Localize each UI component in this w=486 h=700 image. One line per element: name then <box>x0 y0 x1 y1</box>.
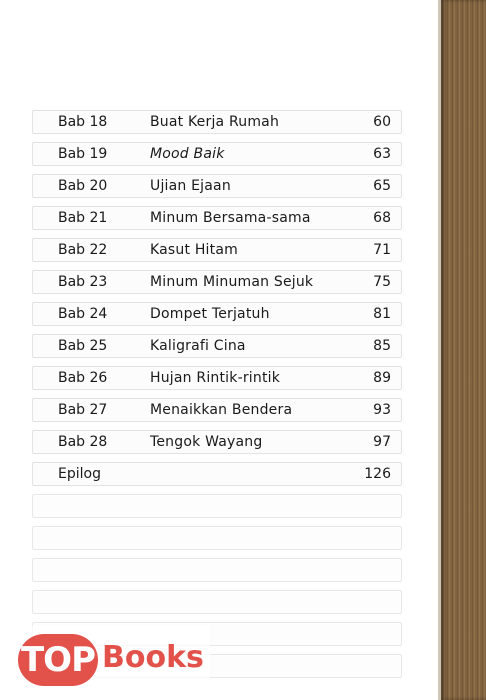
toc-row <box>32 110 402 134</box>
toc-page-number: 75 <box>373 274 391 290</box>
toc-chapter: Bab 25 <box>58 338 108 354</box>
toc-page-number: 126 <box>364 466 391 482</box>
toc-chapter: Bab 26 <box>58 370 108 386</box>
toc-chapter: Bab 24 <box>58 306 108 322</box>
toc-chapter: Bab 22 <box>58 242 108 258</box>
toc-title: Tengok Wayang <box>150 434 263 450</box>
logo-books-text: Books <box>102 640 204 675</box>
toc-page-number: 93 <box>373 402 391 418</box>
toc-chapter: Bab 21 <box>58 210 108 226</box>
toc-row <box>32 270 402 294</box>
toc-chapter: Bab 19 <box>58 146 108 162</box>
toc-page-number: 68 <box>373 210 391 226</box>
toc-row <box>32 334 402 358</box>
toc-page-number: 81 <box>373 306 391 322</box>
toc-chapter: Epilog <box>58 466 101 482</box>
toc-empty-row <box>32 494 402 518</box>
toc-empty-row <box>32 558 402 582</box>
logo-top-text: TOP <box>18 634 98 686</box>
topbooks-watermark-logo <box>10 626 210 692</box>
toc-page-number: 89 <box>373 370 391 386</box>
toc-title: Minum Bersama-sama <box>150 210 311 226</box>
toc-chapter: Bab 27 <box>58 402 108 418</box>
toc-page-number: 65 <box>373 178 391 194</box>
book-spine <box>441 0 486 700</box>
toc-chapter: Bab 23 <box>58 274 108 290</box>
toc-row <box>32 238 402 262</box>
toc-chapter: Bab 18 <box>58 114 108 130</box>
toc-page-number: 60 <box>373 114 391 130</box>
toc-page-number: 85 <box>373 338 391 354</box>
toc-row <box>32 462 402 486</box>
toc-title: Mood Baik <box>150 146 225 162</box>
toc-page-number: 63 <box>373 146 391 162</box>
toc-row <box>32 366 402 390</box>
toc-chapter: Bab 28 <box>58 434 108 450</box>
toc-row <box>32 142 402 166</box>
toc-title: Buat Kerja Rumah <box>150 114 280 130</box>
toc-empty-row <box>32 526 402 550</box>
toc-title: Ujian Ejaan <box>150 178 231 194</box>
table-of-contents <box>32 110 402 686</box>
toc-title: Kaligrafi Cina <box>150 338 246 354</box>
toc-title: Hujan Rintik-rintik <box>150 370 281 386</box>
toc-row <box>32 430 402 454</box>
toc-title: Minum Minuman Sejuk <box>150 274 314 290</box>
toc-empty-row <box>32 590 402 614</box>
toc-title: Dompet Terjatuh <box>150 306 270 322</box>
toc-row <box>32 398 402 422</box>
toc-row <box>32 174 402 198</box>
toc-chapter: Bab 20 <box>58 178 108 194</box>
toc-row <box>32 302 402 326</box>
toc-title: Menaikkan Bendera <box>150 402 293 418</box>
toc-page-number: 97 <box>373 434 391 450</box>
toc-row <box>32 206 402 230</box>
toc-title: Kasut Hitam <box>150 242 238 258</box>
toc-page-number: 71 <box>373 242 391 258</box>
